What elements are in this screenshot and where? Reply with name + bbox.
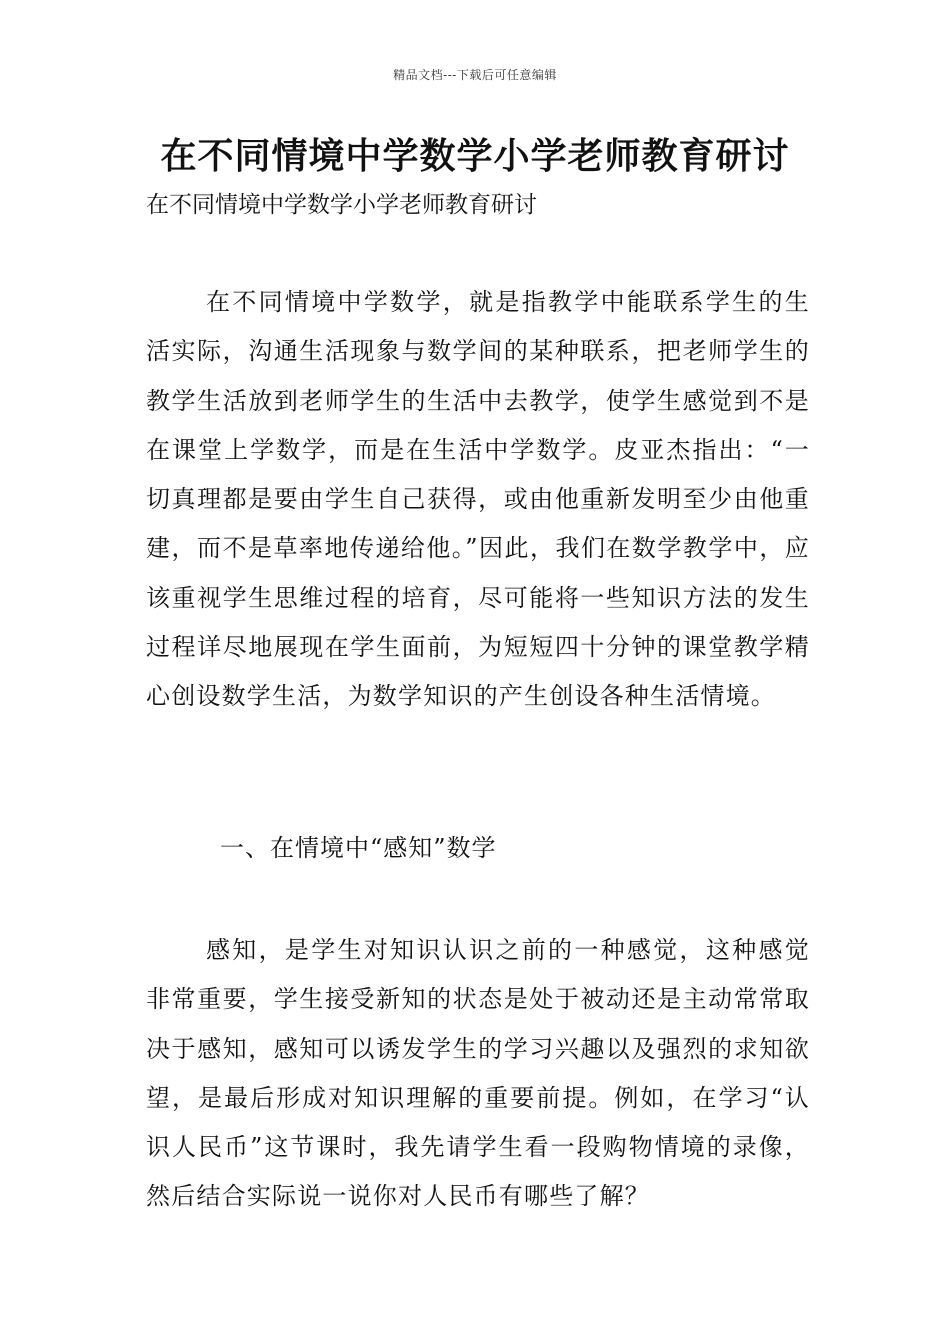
body-paragraph: 在不同情境中学数学，就是指教学中能联系学生的生活实际，沟通生活现象与数学间的某种联系，把老师学生的教学生活放到老师学生的生活中去教学，使学生感觉到不是在课堂上学数学，而是在生活中学数学。皮亚杰指出：“一切真理都是要由学生自己获得，或由他重新发明至少由他重建，而不是草率地传递给他。”因此，我们在数学教学中，应该重视学生思维过程的培育，尽可能将一些知识方法的发生过程详尽地展现在学生面前，为短短四十分钟的课堂教学精心创设数学生活，为数学知识的产生创设各种生活情境。	[146, 288, 810, 711]
document-subtitle: 在不同情境中学数学小学老师教育研讨	[146, 192, 537, 218]
body-paragraph: 感知，是学生对知识认识之前的一种感觉，这种感觉非常重要，学生接受新知的状态是处于被动还是主动常常取决于感知，感知可以诱发学生的学习兴趣以及强烈的求知欲望，是最后形成对知识理解的重要前提。例如，在学习“认识人民币”这节课时，我先请学生看一段购物情境的录像，然后结合实际说一说你对人民币有哪些了解？	[146, 936, 810, 1211]
section-heading: 一、在情境中“感知”数学	[220, 834, 497, 862]
header-note: 精品文档---下载后可任意编辑	[393, 68, 557, 82]
document-title: 在不同情境中学数学小学老师教育研讨	[160, 135, 790, 177]
